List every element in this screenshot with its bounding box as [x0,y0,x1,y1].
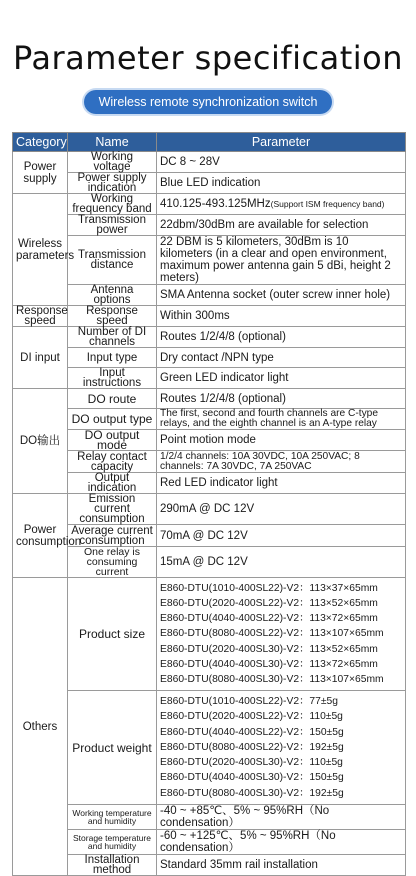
row-value: -40 ~ +85℃、5% ~ 95%RH（No condensation） [157,805,406,830]
row-name: Relay contact capacity [68,451,157,473]
row-value: Standard 35mm rail installation [157,855,406,876]
row-name: Installation method [68,855,157,876]
row-value: DC 8 ~ 28V [157,152,406,173]
row-value [157,194,406,215]
table-row [13,389,406,409]
table-row [13,327,406,348]
table-row [13,451,406,473]
page-title: Parameter specification [13,39,403,77]
list-item: E860-DTU(8080-400SL22)-V2：192±5g [160,741,344,753]
table-row [13,409,406,430]
row-value: 22dbm/30dBm are available for selection [157,215,406,236]
row-value: Blue LED indication [157,173,406,194]
table-row [13,494,406,525]
list-item: E860-DTU(4040-400SL22)-V2：150±5g [160,726,344,738]
table-header-row [13,133,406,152]
row-value: 22 DBM is 5 kilometers, 30dBm is 10 kilometers (in a clear and open environment, maximum power antenna gain 5 dBi, height 2 meters) [157,236,406,285]
table-row [13,194,406,215]
table-row [13,430,406,451]
table-row [13,547,406,578]
row-value: 70mA @ DC 12V [157,525,406,547]
row-name: Product weight [68,691,157,805]
row-name: Response speed [68,306,157,327]
list-item: E860-DTU(1010-400SL22)-V2：113×37×65mm [160,582,378,594]
table-row [13,348,406,368]
row-name: Transmission distance [68,236,157,285]
list-item: E860-DTU(8080-400SL30)-V2：192±5g [160,787,344,799]
row-value: Dry contact /NPN type [157,348,406,368]
row-value: 290mA @ DC 12V [157,494,406,525]
row-name: Input instructions [68,368,157,389]
table-row [13,152,406,173]
header-name: Name [68,133,157,152]
row-name: DO output mode [68,430,157,451]
table-row [13,173,406,194]
table-row [13,368,406,389]
row-value: 15mA @ DC 12V [157,547,406,578]
row-name: DO route [68,389,157,409]
row-value: 1/2/4 channels: 10A 30VDC, 10A 250VAC; 8 channels: 7A 30VDC, 7A 250VAC [157,451,406,473]
row-name: Working frequency band [68,194,157,215]
subtitle-badge: Wireless remote synchronization switch [84,90,332,114]
row-value: Point motion mode [157,430,406,451]
table-row [13,215,406,236]
list-item: E860-DTU(4040-400SL30)-V2：113×72×65mm [160,658,378,670]
row-name: Average current consumption [68,525,157,547]
list-item: E860-DTU(1010-400SL22)-V2：77±5g [160,696,338,708]
row-name: Working temperature and humidity [68,805,157,830]
header-parameter: Parameter [157,133,406,152]
list-item: E860-DTU(2020-400SL22)-V2：110±5g [160,711,343,723]
table-row [13,473,406,494]
row-name: Product size [68,578,157,691]
table-row [13,306,406,327]
row-name: Antenna options [68,285,157,306]
table-row [13,578,406,691]
row-value: -60 ~ +125℃、5% ~ 95%RH（No condensation） [157,830,406,855]
row-value: SMA Antenna socket (outer screw inner hole) [157,285,406,306]
row-name: Transmission power [68,215,157,236]
frequency-value: 410.125-493.125MHz [160,198,271,210]
row-value [157,578,406,691]
row-name: One relay is consuming current [68,547,157,578]
table-row [13,805,406,830]
category-others: Others [13,578,68,876]
table-row [13,285,406,306]
row-value: The first, second and fourth channels are C-type relays, and the eighth channel is an A-type relay [157,409,406,430]
category-di: DI input [13,327,68,389]
category-power-supply: Power supply [13,152,68,194]
table-row [13,691,406,805]
category-wireless: Wireless parameters [13,194,68,306]
list-item: E860-DTU(2020-400SL30)-V2：110±5g [160,757,343,769]
row-name: Power supply indication [68,173,157,194]
header-category: Category [13,133,68,152]
table-row [13,830,406,855]
list-item: E860-DTU(4040-400SL22)-V2：113×72×65mm [160,613,378,625]
parameter-table [12,132,406,876]
list-item: E860-DTU(2020-400SL22)-V2：113×52×65mm [160,597,378,609]
category-power-consumption: Power consumption [13,494,68,578]
row-value: Within 300ms [157,306,406,327]
list-item: E860-DTU(8080-400SL30)-V2：113×107×65mm [160,674,384,685]
row-value: Routes 1/2/4/8 (optional) [157,389,406,409]
row-name: Number of DI channels [68,327,157,348]
row-name: Emission current consumption [68,494,157,525]
category-do: DO输出 [13,389,68,494]
row-name: Output indication [68,473,157,494]
list-item: E860-DTU(4040-400SL30)-V2：150±5g [160,772,344,784]
table-row [13,855,406,876]
row-value: Routes 1/2/4/8 (optional) [157,327,406,348]
row-value: Red LED indicator light [157,473,406,494]
row-name: Input type [68,348,157,368]
category-response: Response speed [13,306,68,327]
row-name: Storage temperature and humidity [68,830,157,855]
list-item: E860-DTU(8080-400SL22)-V2：113×107×65mm [160,628,384,640]
row-value: Green LED indicator light [157,368,406,389]
list-item: E860-DTU(2020-400SL30)-V2：113×52×65mm [160,643,378,655]
row-value [157,691,406,805]
row-name: Working voltage [68,152,157,173]
row-name: DO output type [68,409,157,430]
frequency-note: (Support ISM frequency band) [270,199,385,209]
